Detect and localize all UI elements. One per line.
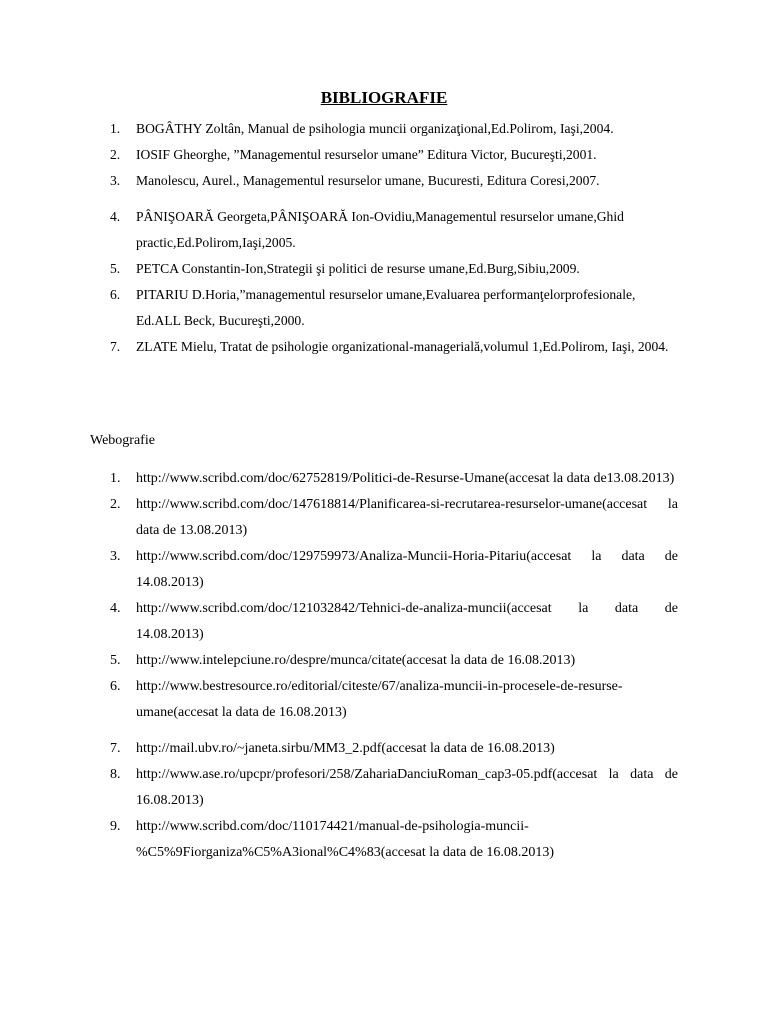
webography-item [110, 648, 678, 674]
item-number: 5. [110, 261, 121, 276]
webography-link[interactable]: http://www.intelepciune.ro/despre/munca/citate(accesat la data de 16.08.2013) [136, 653, 576, 668]
item-text: BOGÂTHY Zoltân, Manual de psihologia muncii organizaţional,Ed.Polirom, Iaşi,2004. [136, 121, 614, 136]
webography-item [110, 674, 678, 726]
webography-list [110, 466, 678, 866]
bibliography-item [110, 282, 678, 334]
webography-link[interactable]: http://mail.ubv.ro/~janeta.sirbu/MM3_2.pdf(accesat la data de 16.08.2013) [136, 741, 555, 756]
webography-link[interactable]: http://www.scribd.com/doc/110174421/manual-de-psihologia-muncii-%C5%9Fiorganiza%C5%A3ional%C4%83(accesat la data de 16.08.2013) [136, 819, 555, 860]
item-text: ZLATE Mielu, Tratat de psihologie organizational-managerială,volumul 1,Ed.Polirom, Iaşi, 2004. [136, 339, 669, 354]
webography-item [110, 466, 678, 492]
page-title: BIBLIOGRAFIE [320, 88, 448, 107]
item-number: 2. [110, 147, 121, 162]
item-text: PITARIU D.Horia,”managementul resurselor umane,Evaluarea performanţelorprofesionale, Ed.ALL Beck, Bucureşti,2000. [136, 287, 636, 328]
webography-link[interactable]: http://www.scribd.com/doc/129759973/Analiza-Muncii-Horia-Pitariu(accesat la data de 14.08.2013) [136, 549, 678, 590]
webography-link[interactable]: http://www.scribd.com/doc/62752819/Politici-de-Resurse-Umane(accesat la data de13.08.2013) [136, 471, 675, 486]
bibliography-item [110, 168, 678, 194]
item-number: 2. [110, 497, 121, 512]
item-text: IOSIF Gheorghe, ”Managementul resurselor umane” Editura Victor, Bucureşti,2001. [136, 147, 597, 162]
webography-link[interactable]: http://www.ase.ro/upcpr/profesori/258/ZahariaDanciuRoman_cap3-05.pdf(accesat la data de 16.08.2013) [136, 767, 678, 808]
item-number: 8. [110, 767, 121, 782]
item-text: Manolescu, Aurel., Managementul resurselor umane, Bucuresti, Editura Coresi,2007. [136, 173, 600, 188]
item-number: 4. [110, 601, 121, 616]
webography-item [110, 596, 678, 648]
item-text: PETCA Constantin-Ion,Strategii şi politici de resurse umane,Ed.Burg,Sibiu,2009. [136, 261, 580, 276]
bibliography-list [110, 116, 678, 360]
bibliography-item [110, 204, 678, 256]
item-number: 3. [110, 173, 121, 188]
bibliography-item [110, 334, 678, 360]
bibliography-item [110, 116, 678, 142]
webography-item [110, 492, 678, 544]
bibliography-item [110, 256, 678, 282]
item-number: 9. [110, 819, 121, 834]
item-number: 6. [110, 287, 121, 302]
webography-item [110, 736, 678, 762]
webography-item [110, 762, 678, 814]
item-number: 1. [110, 121, 121, 136]
item-number: 5. [110, 653, 121, 668]
bibliography-item [110, 142, 678, 168]
item-text: PÂNIŞOARĂ Georgeta,PÂNIŞOARĂ Ion-Ovidiu,Managementul resurselor umane,Ghid practic,Ed.Polirom,Iaşi,2005. [136, 209, 624, 250]
webography-item [110, 544, 678, 596]
webography-link[interactable]: http://www.scribd.com/doc/147618814/Planificarea-si-recrutarea-resurselor-umane(accesat la data de 13.08.2013) [136, 497, 678, 538]
item-number: 4. [110, 209, 121, 224]
webography-item [110, 814, 678, 866]
item-number: 7. [110, 339, 121, 354]
item-number: 6. [110, 679, 121, 694]
webography-link[interactable]: http://www.bestresource.ro/editorial/citeste/67/analiza-muncii-in-procesele-de-resurse-umane(accesat la data de 16.08.2013) [136, 679, 623, 720]
item-number: 7. [110, 741, 121, 756]
webography-heading: Webografie [90, 433, 155, 448]
webography-link[interactable]: http://www.scribd.com/doc/121032842/Tehnici-de-analiza-muncii(accesat la data de 14.08.2013) [136, 601, 678, 642]
item-number: 1. [110, 471, 121, 486]
item-number: 3. [110, 549, 121, 564]
